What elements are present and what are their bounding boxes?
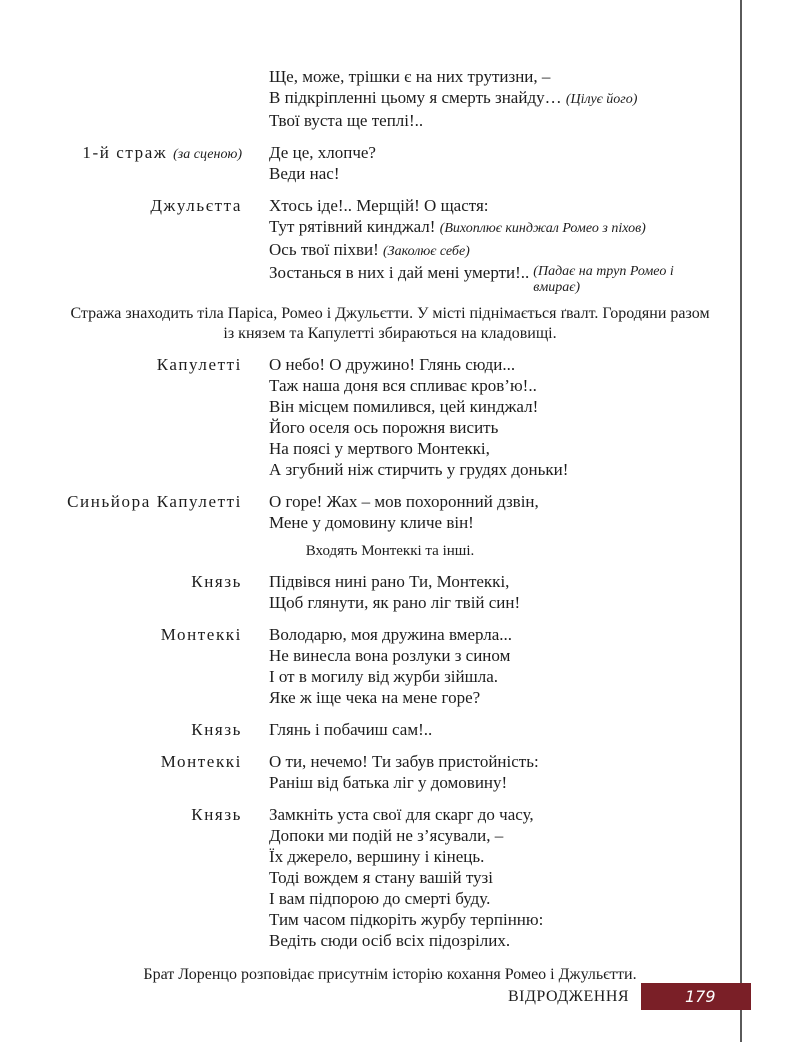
speech-block	[0, 719, 740, 740]
speaker-name: Князь	[191, 572, 242, 591]
speaker-name: Синьйора Капулетті	[67, 492, 242, 511]
speech-lines	[269, 491, 740, 533]
verse-line	[269, 216, 740, 239]
stage-direction: (Заколює себе)	[383, 244, 470, 259]
verse-line: Хтось іде!.. Мерщій! О щастя:	[269, 196, 489, 215]
speech-lines	[269, 751, 740, 793]
verse-line: Його оселя ось порожня висить	[269, 418, 499, 437]
verse-line	[269, 239, 740, 262]
verse-text: В підкріпленні цьому я смерть знайду…	[269, 88, 562, 107]
verse-line: І от в могилу від журби зійшла.	[269, 667, 499, 686]
speech-lines	[269, 804, 740, 951]
verse-line: Не винесла вона розлуки з сином	[269, 646, 511, 665]
stage-direction-paragraph: Стража знаходить тіла Паріса, Ромео і Джульєтти. У місті піднімається ґвалт. Городяни разом із князем та Капулетті збираються на кладовищі.	[70, 305, 710, 342]
stage-direction: (Цілує його)	[565, 92, 638, 107]
speaker-name: Монтеккі	[160, 625, 242, 644]
speaker-name: Монтеккі	[160, 752, 242, 771]
verse-line: Де це, хлопче?	[269, 143, 376, 162]
speech-lines	[269, 571, 740, 613]
speech-lines	[269, 719, 740, 740]
verse-line: О горе! Жах – мов похоронний дзвін,	[269, 492, 539, 511]
verse-text: Тут рятівний кинджал!	[269, 217, 436, 236]
verse-line: Замкніть уста свої для скарг до часу,	[269, 805, 534, 824]
verse-line: Він місцем помилився, цей кинджал!	[269, 397, 539, 416]
verse-text: Ось твої піхви!	[269, 240, 379, 259]
verse-line: Ще, може, трішки є на них трутизни, –	[269, 67, 551, 86]
verse-line: Твої вуста ще теплі!..	[269, 111, 424, 130]
speech-block	[0, 571, 740, 613]
verse-line: Глянь і побачиш сам!..	[269, 720, 433, 739]
speaker-name: Джульєтта	[150, 196, 242, 215]
verse-line: Раніш від батька ліг у домовину!	[269, 773, 508, 792]
speech-lines	[269, 142, 740, 184]
verse-line: Ведіть сюди осіб всіх підозрілих.	[269, 931, 511, 950]
verse-line: Веди нас!	[269, 164, 340, 183]
verse-text: Зостанься в них і дай мені умерти!..	[269, 263, 530, 282]
verse-line	[269, 262, 740, 296]
speech-block	[0, 354, 740, 480]
verse-line: І вам підпорою до смерті буду.	[269, 889, 491, 908]
page-number: 179	[641, 983, 751, 1010]
stage-direction-closing: Брат Лоренцо розповідає присутнім історію кохання Ромео і Джульєтти.	[143, 966, 637, 983]
verse-line: Тоді вождем я стану вашій тузі	[269, 868, 493, 887]
verse-line: На поясі у мертвого Монтеккі,	[269, 439, 490, 458]
verse-line: Щоб глянути, як рано ліг твій син!	[269, 593, 521, 612]
verse-line: А згубний ніж стирчить у грудях доньки!	[269, 460, 569, 479]
speech-lines	[269, 195, 740, 296]
verse-line: Володарю, моя дружина вмерла...	[269, 625, 513, 644]
verse-line: Мене у домовину кличе він!	[269, 513, 474, 532]
speech-block	[0, 66, 740, 131]
play-text	[0, 66, 740, 995]
speech-lines	[269, 66, 740, 131]
verse-line: Їх джерело, вершину і кінець.	[269, 847, 485, 866]
verse-line: Тим часом підкоріть журбу терпінню:	[269, 910, 544, 929]
stage-direction-entrance: Входять Монтеккі та інші.	[305, 543, 475, 559]
verse-line: Таж наша доня вся спливає кров’ю!..	[269, 376, 537, 395]
section-title: ВІДРОДЖЕННЯ	[508, 988, 630, 1005]
verse-line: Яке ж іще чека на мене горе?	[269, 688, 481, 707]
verse-line: Допоки ми подій не з’ясували, –	[269, 826, 504, 845]
stage-direction: (Падає на труп Ромео і вмирає)	[533, 264, 674, 295]
speaker-name: Князь	[191, 805, 242, 824]
stage-direction: (Вихоплює кинджал Ромео з піхов)	[439, 221, 646, 236]
page-edge-line	[740, 0, 742, 1042]
speech-block	[0, 195, 740, 296]
speaker-name	[82, 142, 242, 165]
speaker-name: Князь	[191, 720, 242, 739]
verse-line: Підвівся нині рано Ти, Монтеккі,	[269, 572, 510, 591]
verse-line: О ти, нечемо! Ти забув пристойність:	[269, 752, 539, 771]
speech-lines	[269, 624, 740, 708]
speaker-name: Капулетті	[156, 355, 242, 374]
speech-block	[0, 624, 740, 708]
speech-block	[0, 491, 740, 533]
verse-line	[269, 87, 740, 110]
speech-lines	[269, 354, 740, 480]
verse-line: О небо! О дружино! Глянь сюди...	[269, 355, 516, 374]
speech-block	[0, 804, 740, 951]
speech-block	[0, 751, 740, 793]
speaker-note: (за сценою)	[173, 147, 242, 162]
speaker-label: 1-й страж	[82, 143, 168, 162]
speech-block	[0, 142, 740, 184]
